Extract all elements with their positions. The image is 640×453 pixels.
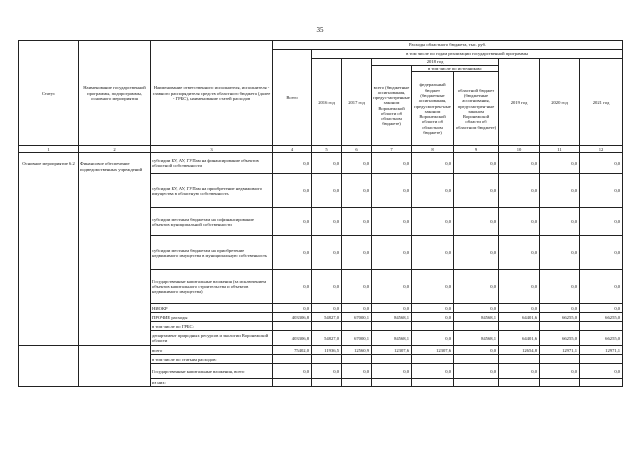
table-row: в том числе по статьям расходов: xyxy=(19,355,623,364)
column-number-row: 1 2 3 4 5 6 7 8 9 10 11 12 xyxy=(19,146,623,153)
header-2020: 2020 год xyxy=(540,59,580,146)
header-total: Всего xyxy=(273,50,312,146)
header-2019: 2019 год xyxy=(499,59,540,146)
table-row: Основное мероприятие 6.2 Финансовое обеспечение подведомственных учреждений субсидии БУ, АУ, ГУПам на финансирование объектов областной собственности 0,0 0,0 0,0 0,0 0,0 0,0 0,0 0,0 0,0 xyxy=(19,153,623,174)
header-2016: 2016 год xyxy=(312,59,342,146)
header-col9: областной бюджет (бюджетные ассигнования, предусмотрен-ные законом Воронежской области об областном бюджете) xyxy=(454,72,499,146)
header-2017: 2017 год xyxy=(342,59,372,146)
header-expenses: Расходы областного бюджета, тыс. руб. xyxy=(273,41,623,50)
header-2018: 2018 год xyxy=(372,59,499,66)
table-row: департамент природных ресурсов и экологии Воронежской области 403306,8 54827,0 67000,1 84568,1 0,0 84568,1 64401,6 66255,0 66255,0 xyxy=(19,331,623,346)
table-row: субсидии БУ, АУ, ГУПам на приобретение недвижимого имущества в областную собственность 0,0 0,0 0,0 0,0 0,0 0,0 0,0 0,0 0,0 xyxy=(19,174,623,208)
table-row: в том числе по ГРБС: xyxy=(19,322,623,331)
header-by-years: в том числе по годам реализации государственной программы xyxy=(312,50,623,59)
header-status: Статус xyxy=(19,41,79,146)
page-number: 35 xyxy=(316,26,324,34)
header-2021: 2021 год xyxy=(580,59,623,146)
header-col7: всего (бюджетные ассигнования, предус-мотренные законом Воронежской области об областном бюджете) xyxy=(372,66,412,146)
header-executor: Наименование ответственного исполнителя, исполнителя - главного распорядителя средств областного бюджета (далее - ГРБС), наименование статей расходов xyxy=(151,41,273,146)
budget-table xyxy=(18,40,623,387)
status-cell-empty xyxy=(19,346,79,387)
table-row: всего 75402,0 11936,5 12560,9 12307,6 12307,6 0,0 12654,8 12971,1 12971,1 xyxy=(19,346,623,355)
program-cell-empty xyxy=(79,346,151,387)
table-row: субсидии местным бюджетам на софинансирование объектов муниципальной собственности 0,0 0,0 0,0 0,0 0,0 0,0 0,0 0,0 0,0 xyxy=(19,208,623,236)
table-row: НИОКР 0,0 0,0 0,0 0,0 0,0 0,0 0,0 0,0 0,0 xyxy=(19,304,623,313)
table-row: из них: xyxy=(19,379,623,387)
program-cell: Финансовое обеспечение подведомственных учреждений xyxy=(79,153,151,346)
header-sources: в том числе по источникам: xyxy=(412,66,499,72)
status-cell: Основное мероприятие 6.2 xyxy=(19,153,79,346)
table-row: субсидии местным бюджетам на приобретение недвижимого имущества в муниципальную собственность 0,0 0,0 0,0 0,0 0,0 0,0 0,0 0,0 0,0 xyxy=(19,236,623,270)
header-program-name: Наименование государственной программы, подпрограммы, основного мероприятия xyxy=(79,41,151,146)
header-col8: федеральный бюджет (бюджетные ассигнования, предусмотрен-ные законом Воронежской области об областном бюджете) xyxy=(412,72,454,146)
table-row: ПРОЧИЕ расходы 403306,8 54827,0 67000,1 84568,1 0,0 84568,1 64401,6 66255,0 66255,0 xyxy=(19,313,623,322)
table-row: Государственные капитальные вложения (за исключением объектов капитального строительства и объектов недвижимого имущества) 0,0 0,0 0,0 0,0 0,0 0,0 0,0 0,0 0,0 xyxy=(19,270,623,304)
table-row: Государственные капитальные вложения, всего 0,0 0,0 0,0 0,0 0,0 0,0 0,0 0,0 0,0 xyxy=(19,364,623,379)
